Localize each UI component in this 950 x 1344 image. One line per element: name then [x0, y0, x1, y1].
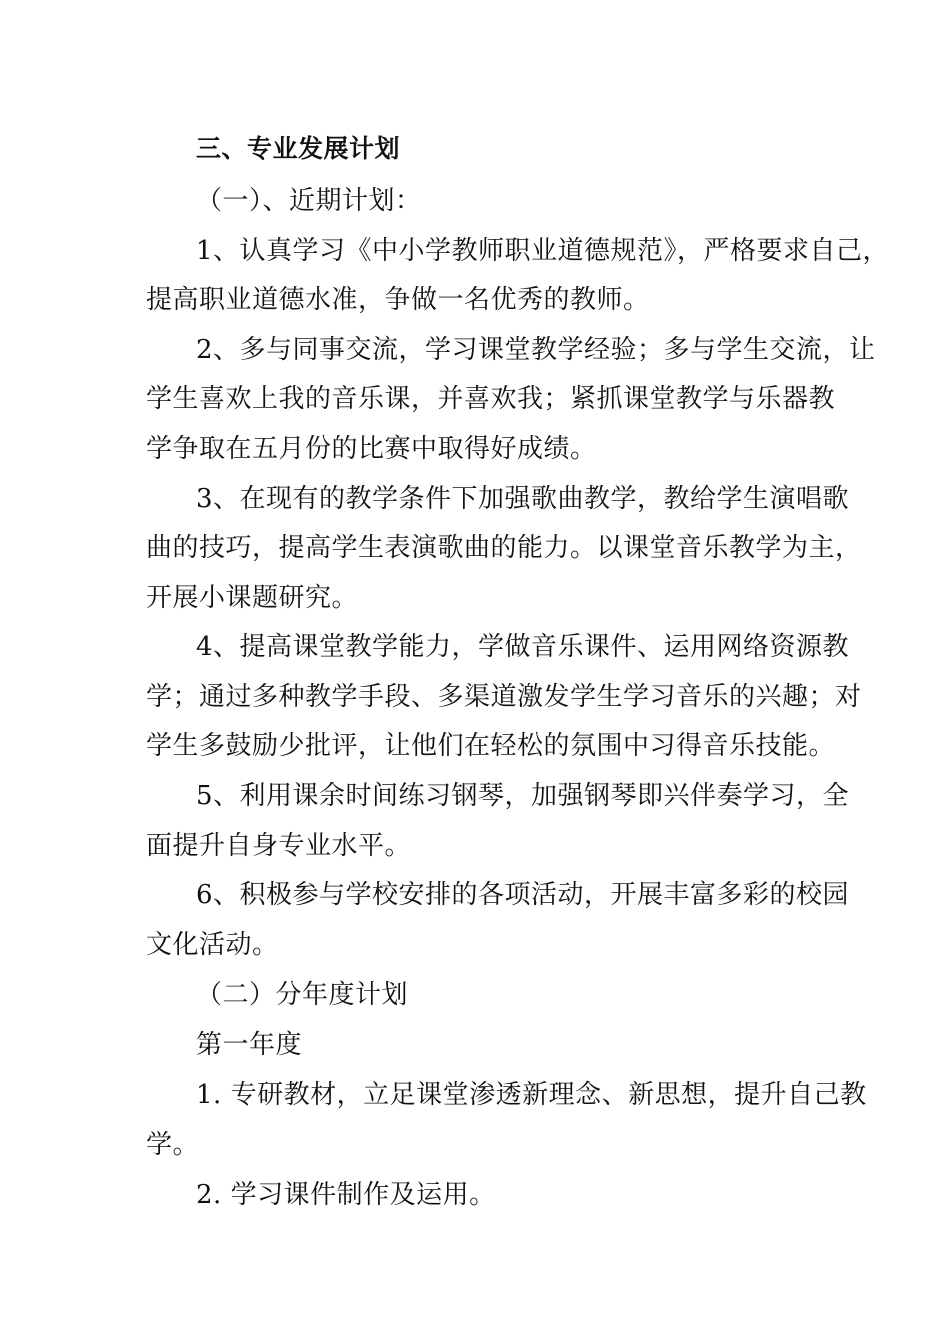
paragraph-line: 开展小课题研究。	[146, 583, 359, 613]
section-heading: 三、专业发展计划	[196, 134, 401, 163]
paragraph-line: 4、提高课堂教学能力，学做音乐课件、运用网络资源教	[196, 632, 850, 662]
paragraph-line: 学争取在五月份的比赛中取得好成绩。	[146, 434, 597, 464]
paragraph-line: 2、多与同事交流，学习课堂教学经验；多与学生交流，让	[196, 335, 876, 365]
subsection-annual-plan: （二）分年度计划	[196, 980, 409, 1010]
subsection-recent-plan: （一）、近期计划：	[196, 186, 422, 216]
paragraph-line: 提高职业道德水准，争做一名优秀的教师。	[146, 285, 650, 315]
paragraph-line: 1、认真学习《中小学教师职业道德规范》，严格要求自己，	[196, 236, 890, 266]
paragraph-line: 学；通过多种教学手段、多渠道激发学生学习音乐的兴趣；对	[146, 682, 862, 712]
paragraph-line: 文化活动。	[146, 930, 279, 960]
paragraph-line: 2. 学习课件制作及运用。	[196, 1180, 496, 1210]
paragraph-line: 3、在现有的教学条件下加强歌曲教学，教给学生演唱歌	[196, 484, 850, 514]
paragraph-line: 面提升自身专业水平。	[146, 831, 412, 861]
paragraph-line: 学。	[146, 1130, 200, 1160]
paragraph-line: 5、利用课余时间练习钢琴，加强钢琴即兴伴奏学习，全	[196, 781, 850, 811]
paragraph-line: 6、积极参与学校安排的各项活动，开展丰富多彩的校园	[196, 880, 850, 910]
paragraph-line: 1. 专研教材，立足课堂渗透新理念、新思想，提升自己教	[196, 1080, 867, 1110]
paragraph-line: 学生多鼓励少批评，让他们在轻松的氛围中习得音乐技能。	[146, 731, 836, 761]
paragraph-line: 曲的技巧，提高学生表演歌曲的能力。以课堂音乐教学为主，	[146, 533, 862, 563]
paragraph-line: 学生喜欢上我的音乐课，并喜欢我；紧抓课堂教学与乐器教	[146, 384, 836, 414]
year-heading: 第一年度	[196, 1030, 303, 1060]
